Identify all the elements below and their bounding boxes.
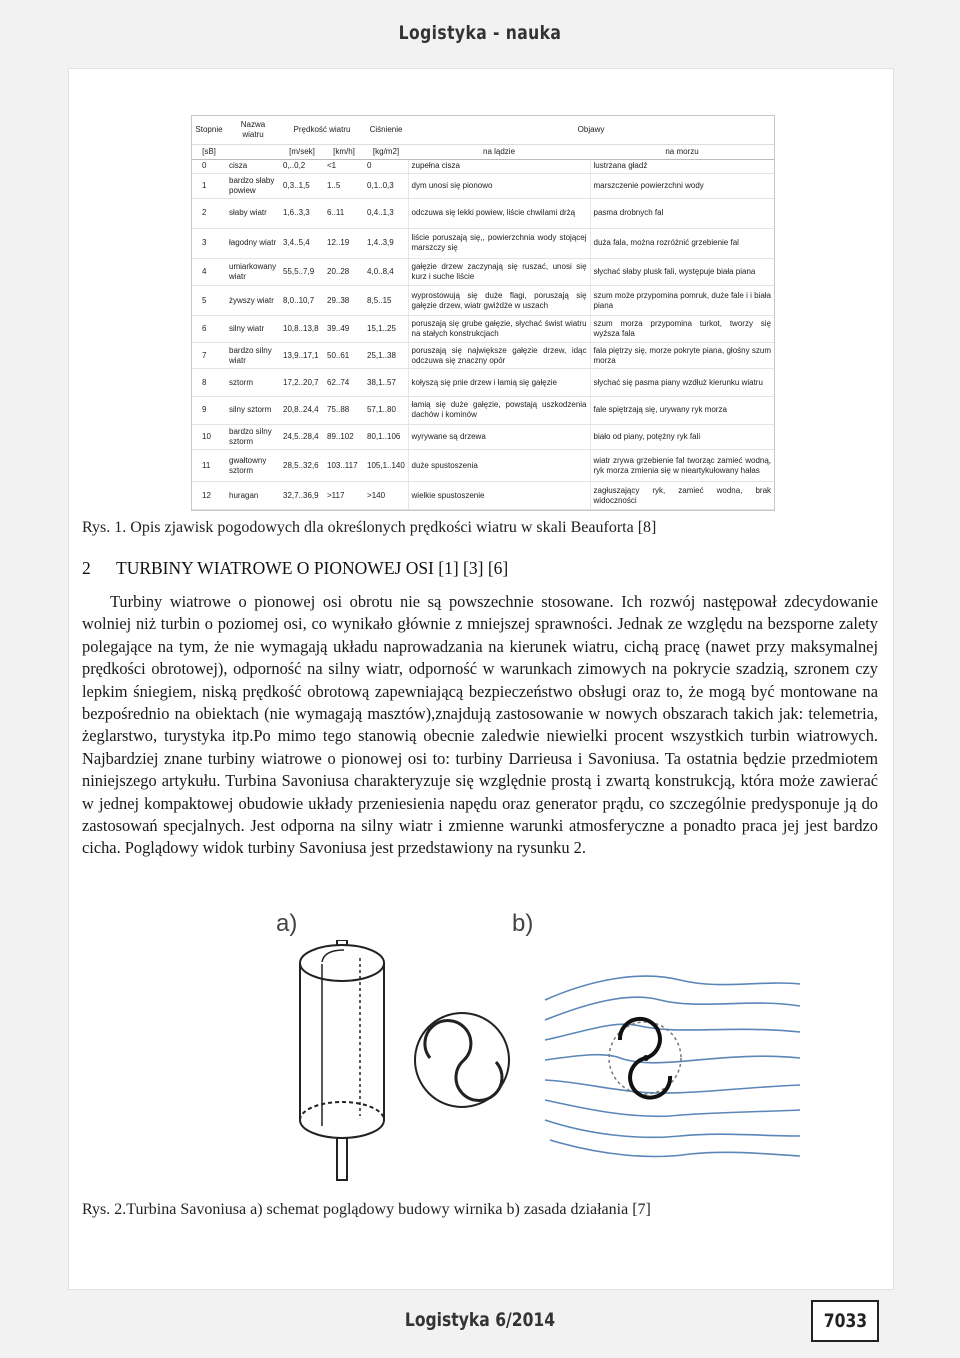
table-cell: huragan xyxy=(226,482,280,510)
table-cell: 50..61 xyxy=(324,342,364,369)
table-cell: 0,1..0,3 xyxy=(364,173,408,198)
table-cell: gałęzie drzew zaczynają się ruszać, unosi się kurz i suche liście xyxy=(408,258,590,286)
table-cell: 13,9..17,1 xyxy=(280,342,324,369)
unit-cell: [kg/m2] xyxy=(364,144,408,159)
unit-cell: [km/h] xyxy=(324,144,364,159)
table-cell: bardzo silny wiatr xyxy=(226,342,280,369)
table-cell: 55,5..7,9 xyxy=(280,258,324,286)
body-lead: Turbiny wiatrowe o pionowej osi obrotu nie są powszechnie stosowane. xyxy=(110,592,614,611)
table-cell: łagodny wiatr xyxy=(226,228,280,258)
table-row xyxy=(192,449,774,481)
unit-cell: [sB] xyxy=(192,144,226,159)
section-number: 2 xyxy=(82,558,91,578)
figure-1-caption: Rys. 1. Opis zjawisk pogodowych dla określonych prędkości wiatru w skali Beauforta [8] xyxy=(82,519,657,536)
table-cell: 105,1..140 xyxy=(364,449,408,481)
table-cell: silny wiatr xyxy=(226,316,280,343)
table-cell: 1,6..3,3 xyxy=(280,198,324,228)
table-cell: duże spustoszenia xyxy=(408,449,590,481)
table-cell: 8 xyxy=(192,369,226,397)
table-cell: >117 xyxy=(324,482,364,510)
table-cell: 75..88 xyxy=(324,397,364,425)
table-cell: 7 xyxy=(192,342,226,369)
table-cell: 28,5..32,6 xyxy=(280,449,324,481)
table-cell: 38,1..57 xyxy=(364,369,408,397)
table-cell: fale spiętrzają się, urywany ryk morza xyxy=(590,397,774,425)
table-row xyxy=(192,159,774,173)
table-cell: wielkie spustoszenie xyxy=(408,482,590,510)
table-cell: słaby wiatr xyxy=(226,198,280,228)
table-cell: 6..11 xyxy=(324,198,364,228)
table-cell: 10,8..13,8 xyxy=(280,316,324,343)
table-cell: wyprostowują się duże flagi, poruszają się gałęzie drzew, wiatr gwiżdże w uszach xyxy=(408,286,590,316)
table-cell: zagłuszający ryk, zamieć wodna, brak widoczności xyxy=(590,482,774,510)
table-cell: słychać słaby plusk fali, występuje biała piana xyxy=(590,258,774,286)
table-cell: gwałtowny sztorm xyxy=(226,449,280,481)
section-title: TURBINY WIATROWE O PIONOWEJ OSI [1] [3] [6] xyxy=(116,558,509,578)
table-row xyxy=(192,369,774,397)
table-cell: 9 xyxy=(192,397,226,425)
table-cell: silny sztorm xyxy=(226,397,280,425)
table-cell: 2 xyxy=(192,198,226,228)
table-cell: lustrzana gładź xyxy=(590,159,774,173)
table-cell: bardzo silny sztorm xyxy=(226,424,280,449)
table-cell: 17,2..20,7 xyxy=(280,369,324,397)
beaufort-table xyxy=(191,115,775,511)
table-cell: 20..28 xyxy=(324,258,364,286)
table-cell: 57,1..80 xyxy=(364,397,408,425)
figure-label-b: b) xyxy=(512,910,534,937)
table-cell: wiatr zrywa grzebienie fal tworząc zamieć wodną, ryk morza zmienia się w nieartykułowany hałas xyxy=(590,449,774,481)
table-cell: żywszy wiatr xyxy=(226,286,280,316)
table-cell: 12..19 xyxy=(324,228,364,258)
table-cell: 0,..0,2 xyxy=(280,159,324,173)
table-cell: 32,7..36,9 xyxy=(280,482,324,510)
section-heading xyxy=(82,558,508,579)
header-cell: Nazwa wiatru xyxy=(240,119,266,139)
table-row xyxy=(192,482,774,510)
table-row xyxy=(192,316,774,343)
table-cell: pasma drobnych fal xyxy=(590,198,774,228)
table-cell: zupełna cisza xyxy=(408,159,590,173)
unit-cell: na morzu xyxy=(590,144,774,159)
table-row xyxy=(192,397,774,425)
table-cell: 4 xyxy=(192,258,226,286)
savonius-figure xyxy=(260,940,800,1190)
table-row xyxy=(192,228,774,258)
unit-cell: na lądzie xyxy=(408,144,590,159)
table-cell: 103..117 xyxy=(324,449,364,481)
table-cell: 8,0..10,7 xyxy=(280,286,324,316)
table-cell: 39..49 xyxy=(324,316,364,343)
running-header: Logistyka - nauka xyxy=(398,22,562,44)
running-footer: Logistyka 6/2014 xyxy=(404,1309,556,1331)
table-cell: wyrywane są drzewa xyxy=(408,424,590,449)
table-row xyxy=(192,342,774,369)
table-units-row xyxy=(192,144,774,159)
rotor-top-view xyxy=(415,1013,509,1107)
table-cell: 5 xyxy=(192,286,226,316)
table-cell: 8,5..15 xyxy=(364,286,408,316)
table-cell: 15,1..25 xyxy=(364,316,408,343)
table-row xyxy=(192,258,774,286)
table-cell: 3,4..5,4 xyxy=(280,228,324,258)
table-cell: odczuwa się lekki powiew, liście chwilami drżą xyxy=(408,198,590,228)
header-cell: Objawy xyxy=(577,124,605,134)
header-cell: Ciśnienie xyxy=(369,124,403,134)
table-cell: 12 xyxy=(192,482,226,510)
table-cell: 11 xyxy=(192,449,226,481)
table-cell: szum morza przypomina turkot, tworzy się wyższa fala xyxy=(590,316,774,343)
table-cell: 89..102 xyxy=(324,424,364,449)
page-number: 7033 xyxy=(823,1310,867,1332)
table-cell: 20,8..24,4 xyxy=(280,397,324,425)
table-cell: 3 xyxy=(192,228,226,258)
table-cell: 1,4..3,9 xyxy=(364,228,408,258)
table-cell: kołyszą się pnie drzew i łamią się gałęzie xyxy=(408,369,590,397)
table-cell: 80,1..106 xyxy=(364,424,408,449)
table-cell: bardzo słaby powiew xyxy=(226,173,280,198)
header-cell: Stopnie xyxy=(195,124,223,134)
table-cell: łamią się duże gałęzie, powstają uszkodzenia dachów i kominów xyxy=(408,397,590,425)
figure-label-a: a) xyxy=(276,910,298,937)
table-cell: umiarkowany wiatr xyxy=(226,258,280,286)
table-cell: 0,3..1,5 xyxy=(280,173,324,198)
table-cell: 24,5..28,4 xyxy=(280,424,324,449)
unit-cell: [m/sek] xyxy=(280,144,324,159)
table-cell: 4,0..8,4 xyxy=(364,258,408,286)
table-cell: liście poruszają się,, powierzchnia wody stojącej marszczy się xyxy=(408,228,590,258)
table-cell: 0,4..1,3 xyxy=(364,198,408,228)
table-cell: 1 xyxy=(192,173,226,198)
page-number-box xyxy=(811,1300,879,1342)
table-row xyxy=(192,173,774,198)
table-cell: 62..74 xyxy=(324,369,364,397)
table-cell: <1 xyxy=(324,159,364,173)
table-cell: poruszają się grube gałęzie, słychać świst wiatru na stałych konstrukcjach xyxy=(408,316,590,343)
header-cell: Prędkość wiatru xyxy=(293,124,351,134)
table-row xyxy=(192,424,774,449)
table-cell: słychać się pasma piany wzdłuż kierunku wiatru xyxy=(590,369,774,397)
table-cell: szum może przypomina pomruk, duże fale i i biała piana xyxy=(590,286,774,316)
table-cell: marszczenie powierzchni wody xyxy=(590,173,774,198)
table-cell: poruszają się największe gałęzie drzew, idąc odczuwa się znaczny opór xyxy=(408,342,590,369)
unit-cell xyxy=(226,144,280,159)
rotor-schematic xyxy=(300,940,384,1180)
table-cell: biało od piany, potężny ryk fali xyxy=(590,424,774,449)
table-cell: dym unosi się pionowo xyxy=(408,173,590,198)
table-cell: fala piętrzy się, morze pokryte piana, głośny szum morza xyxy=(590,342,774,369)
table-cell: 10 xyxy=(192,424,226,449)
table-cell: 0 xyxy=(192,159,226,173)
body-paragraph xyxy=(82,591,878,860)
table-cell: 29..38 xyxy=(324,286,364,316)
table-cell: duża fala, można rozróżnić grzebienie fal xyxy=(590,228,774,258)
flow-diagram xyxy=(545,976,800,1156)
table-cell: 1..5 xyxy=(324,173,364,198)
table-row xyxy=(192,286,774,316)
table-cell: cisza xyxy=(226,159,280,173)
table-cell: 25,1..38 xyxy=(364,342,408,369)
body-rest: Ich rozwój następował zdecydowanie wolniej niż turbin o poziomej osi, co wynikało głównie z mniejszej sprawności. Jednak ze względu na bezsporne zalety polegające na tym, że nie wymagają układu naprowadzania na kierunek wiatru, cichą pracę (nawet przy maksymalnej prędkości obrotowej), odporność na silny wiatr, odporność w warunkach zimowych na pokrycie szadzią, szronem czy lepkim śniegiem, niską prędkość obrotową zapewniającą bezpieczeństwo obsługi oraz to, że mogą być montowane na bezpośrednio na obiektach (nie wymagają masztów),znajdują zastosowanie w nowych obszarach takich jak: telemetria, żeglarstwo, turystyka itp.Po mimo tego stanowią obecnie zaledwie niewielki procent wszystkich turbin wiatrowych. Najbardziej znane turbiny wiatrowe o pionowej osi to: turbiny Darrieusa i Savoniusa. Ta ostatnia będzie przedmiotem niniejszego artykułu. Turbina Savoniusa charakteryzuje się względnie prostą i zwartą konstrukcją, która może zawierać w jednej kompaktowej obudowie układy przeniesienia napędu oraz generator prądu, co szczególnie predysponuje ją do zastosowań specjalnych. Jest odporna na silny wiatr i zmienne warunki atmosferyczne a ponadto praca jej jest bardzo cicha. Poglądowy widok turbiny Savoniusa jest przedstawiony na rysunku 2. xyxy=(82,592,878,858)
table-cell: 6 xyxy=(192,316,226,343)
table-cell: sztorm xyxy=(226,369,280,397)
figure-2-caption: Rys. 2.Turbina Savoniusa a) schemat poglądowy budowy wirnika b) zasada działania [7] xyxy=(82,1201,651,1218)
table-cell: 0 xyxy=(364,159,408,173)
table-header-row xyxy=(192,116,774,144)
table-row xyxy=(192,198,774,228)
table-cell: >140 xyxy=(364,482,408,510)
